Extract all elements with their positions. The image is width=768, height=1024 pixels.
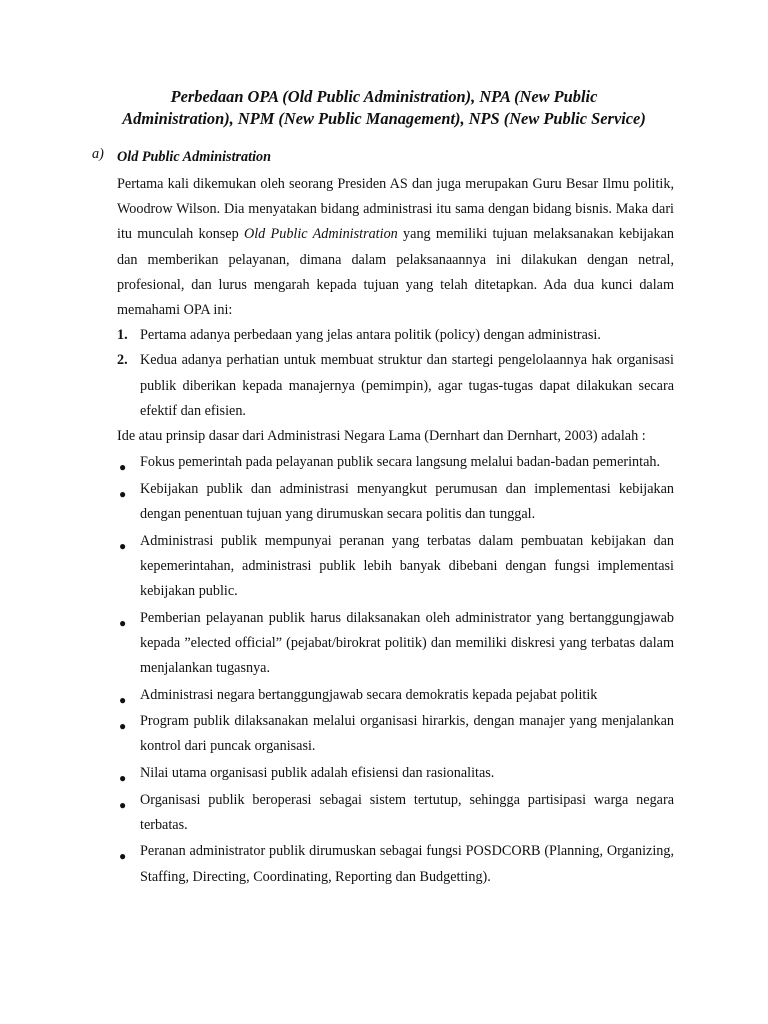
- bullet-icon: ●: [119, 771, 127, 786]
- title-line-1: Perbedaan OPA (Old Public Administration), NPA (New Public: [170, 87, 598, 106]
- list-item: [117, 477, 674, 527]
- item-text: Pemberian pelayanan publik harus dilaksanakan oleh administrator yang bertanggungjawab kepada ”elected official” (pejabat/birokrat politik) dan memiliki diskresi yang terbatas dalam menjalankan tugasnya.: [140, 609, 674, 677]
- item-text: Kedua adanya perhatian untuk membuat struktur dan startegi pengelolaannya hak organisasi publik diberikan kepada manajernya (pemimpin), agar tugas-tugas dapat dilakukan secara efektif dan efisien.: [140, 352, 674, 419]
- document-title: [94, 86, 674, 130]
- list-item: [117, 323, 674, 348]
- bullet-icon: ●: [119, 719, 127, 734]
- bullet-icon: ●: [119, 486, 127, 501]
- list-item: [117, 348, 674, 424]
- bullet-icon: ●: [119, 692, 127, 707]
- bullet-icon: ●: [119, 615, 127, 630]
- item-text: Organisasi publik beroperasi sebagai sistem tertutup, sehingga partisipasi warga negara terbatas.: [140, 791, 674, 833]
- item-number: 1.: [117, 327, 128, 344]
- intro-text-1: Pertama kali dikemukan oleh seorang Presiden AS dan juga merupakan Guru Besar Ilmu politik, Woodrow Wilson. Dia menyatakan bidang administrasi itu sama dengan bidang bisnis. Maka dari itu munculah konsep: [117, 176, 674, 243]
- item-text: Fokus pemerintah pada pelayanan publik secara langsung melalui badan-badan pemerintah.: [140, 454, 661, 471]
- item-text: Kebijakan publik dan administrasi menyangkut perumusan dan implementasi kebijakan dengan penentuan tujuan yang dirumuskan secara politis dan tunggal.: [140, 480, 674, 523]
- list-item: [117, 529, 674, 605]
- list-item: [117, 709, 674, 759]
- intro-paragraph: [117, 172, 674, 323]
- intro-emphasis: Old Public Administration: [243, 226, 398, 243]
- list-item: [117, 450, 674, 475]
- item-text: Peranan administrator publik dirumuskan sebagai fungsi POSDCORB (Planning, Organizing, Staffing, Directing, Coordinating, Reporting dan Budgetting).: [140, 843, 674, 885]
- intro-text-2: yang memiliki tujuan melaksanakan kebijakan dan memberikan pelayanan, dimana dalam pelaksanaannya ini dilakukan dengan netral, profesional, dan lurus mengarah kepada tujuan yang telah ditetapkan. Ada dua kunci dalam memahami OPA ini:: [117, 226, 674, 319]
- list-item: [117, 839, 674, 889]
- list-item: [117, 606, 674, 682]
- list-item: [117, 788, 674, 838]
- bullet-icon: ●: [119, 538, 127, 553]
- section-letter: a): [92, 146, 104, 162]
- bullet-icon: ●: [119, 849, 127, 864]
- item-text: Nilai utama organisasi publik adalah efisiensi dan rasionalitas.: [140, 765, 495, 782]
- item-number: 2.: [117, 352, 128, 369]
- section-heading: Old Public Administration: [117, 149, 271, 165]
- key-points-list: [117, 323, 674, 424]
- item-text: Pertama adanya perbedaan yang jelas antara politik (policy) dengan administrasi.: [140, 327, 601, 344]
- principles-list: [117, 450, 674, 890]
- item-text: Program publik dilaksanakan melalui organisasi hirarkis, dengan manajer yang menjalankan kontrol dari puncak organisasi.: [140, 713, 674, 755]
- bullet-icon: ●: [119, 797, 127, 812]
- section-old-public-administration: [94, 146, 674, 890]
- title-line-2: Administration), NPM (New Public Management), NPS (New Public Service): [122, 109, 646, 128]
- bullet-icon: ●: [119, 460, 127, 475]
- list-item: [117, 761, 674, 786]
- item-text: Administrasi negara bertanggungjawab secara demokratis kepada pejabat politik: [140, 686, 598, 703]
- item-text: Administrasi publik mempunyai peranan yang terbatas dalam pembuatan kebijakan dan kepemerintahan, administrasi publik lebih banyak dibebani dengan fungsi implementasi kebijakan public.: [140, 532, 674, 600]
- list-item: [117, 683, 674, 708]
- principles-intro: Ide atau prinsip dasar dari Administrasi Negara Lama (Dernhart dan Dernhart, 2003) adalah :: [117, 428, 646, 445]
